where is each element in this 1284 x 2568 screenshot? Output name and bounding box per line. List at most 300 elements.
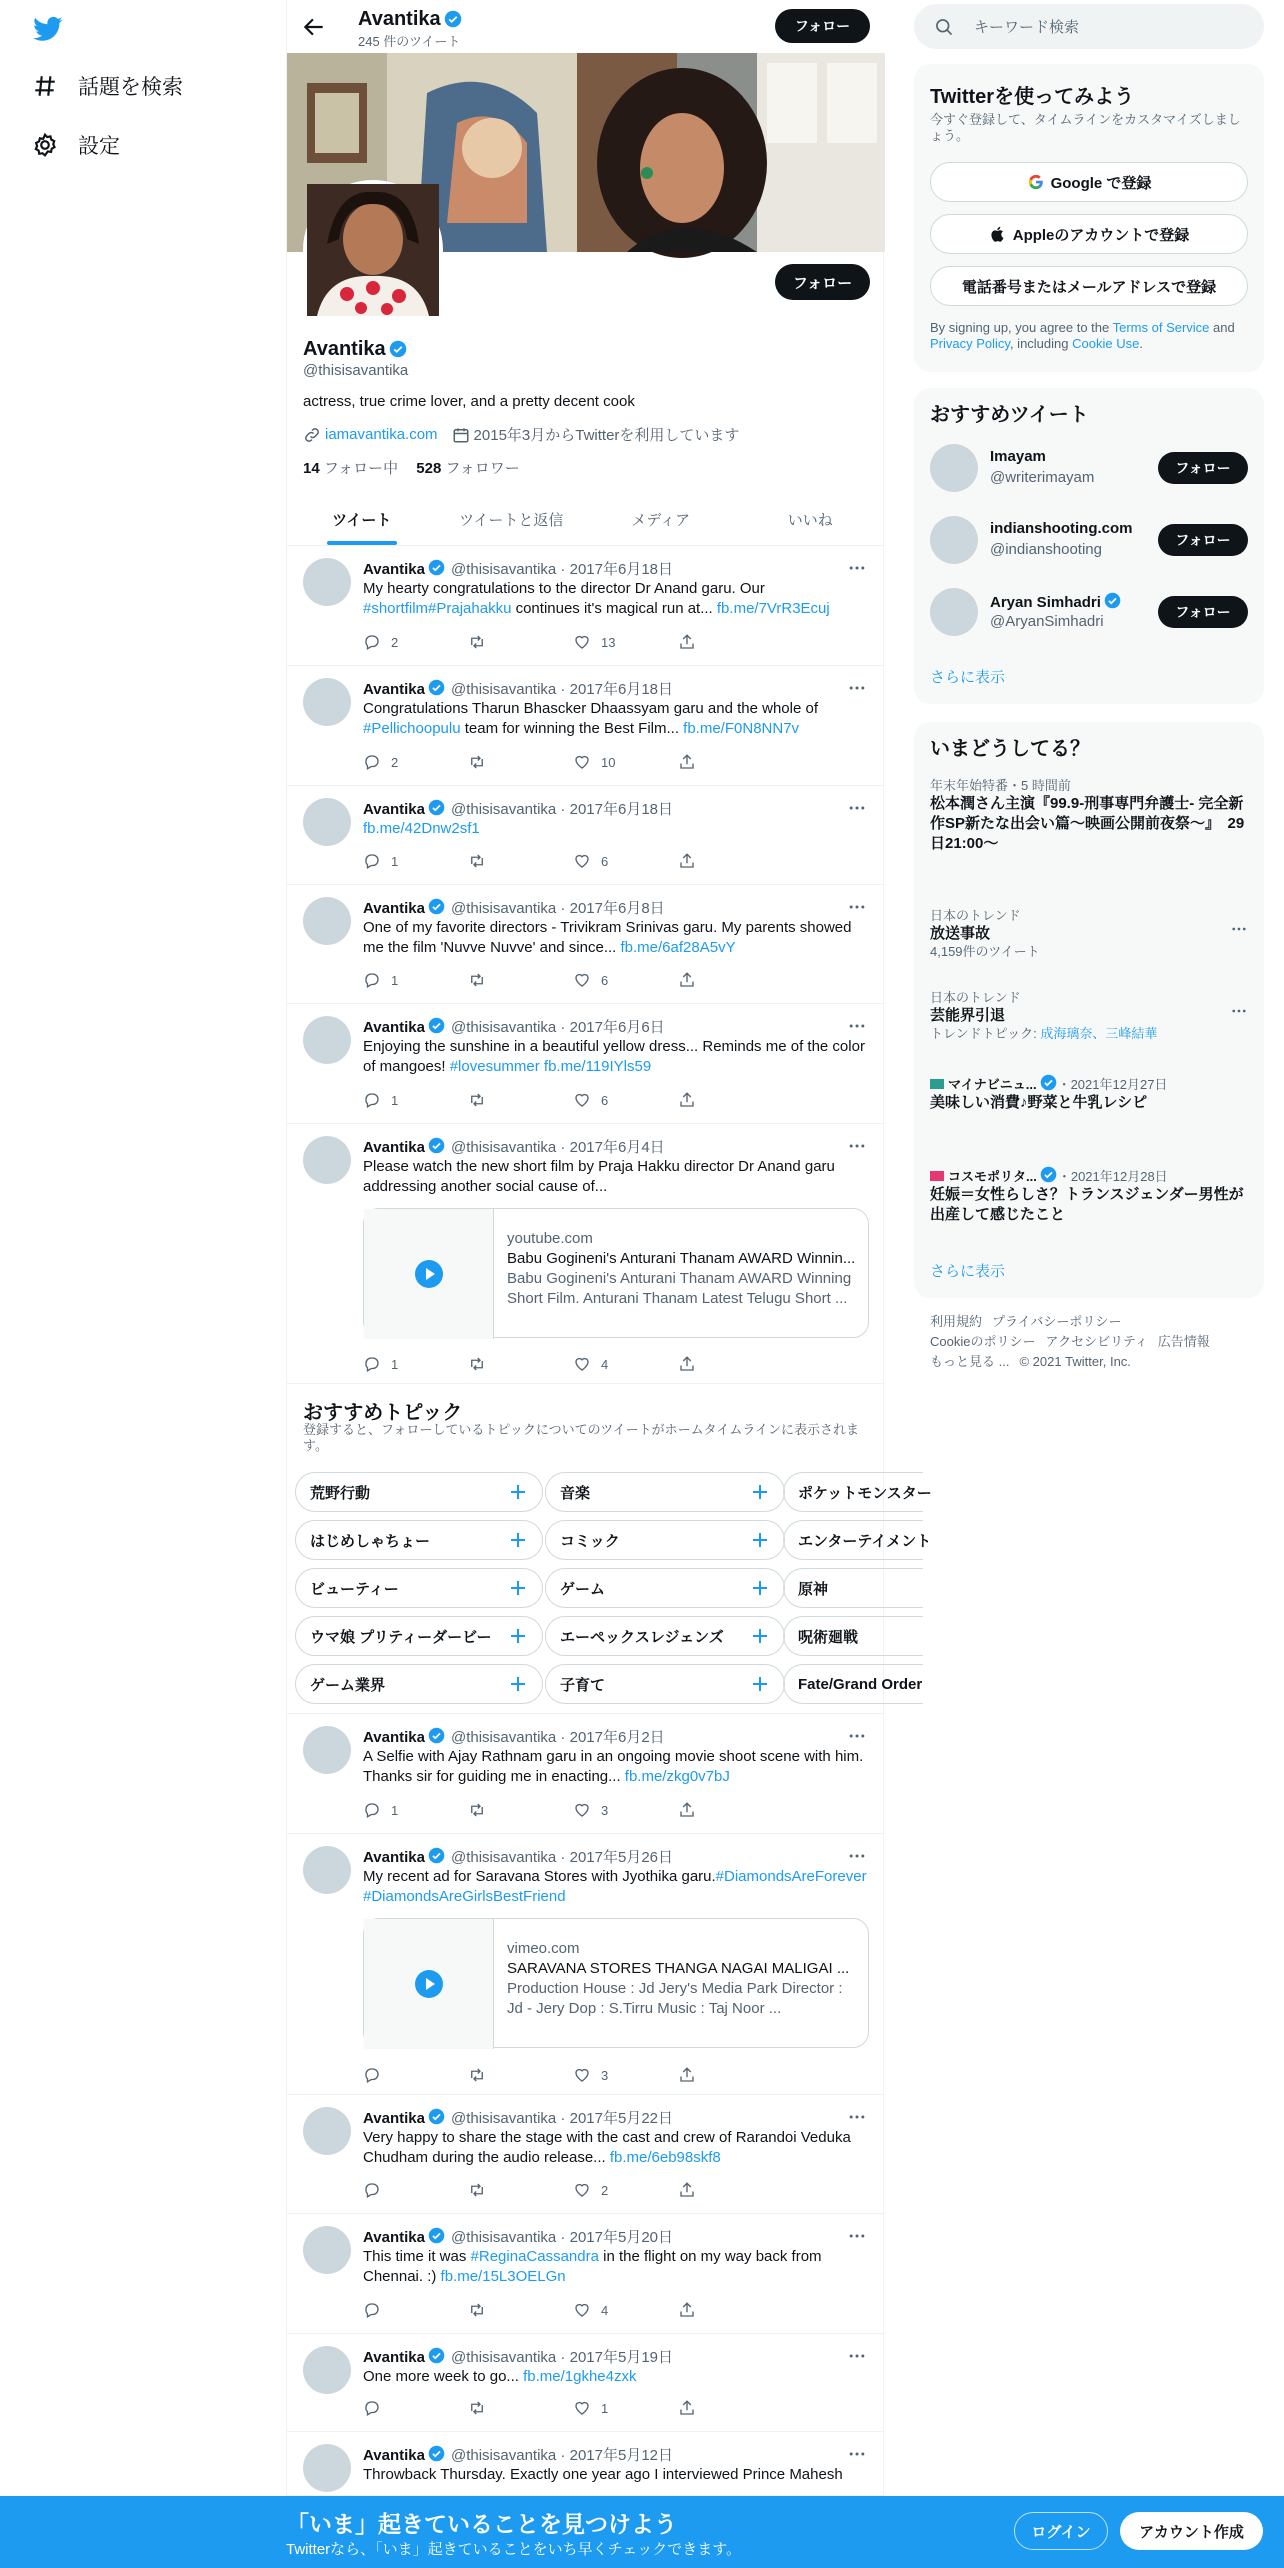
like-button[interactable]	[573, 1354, 678, 1374]
topic-chip[interactable]	[545, 1520, 785, 1560]
trend-context: マイナビニュ... ・2021年12月27日	[930, 1074, 1248, 1093]
tweet-link[interactable]: fb.me/F0N8NN7v	[683, 720, 800, 737]
tweet-date[interactable]: 2017年6月4日	[569, 1139, 665, 1156]
tweet-author-name[interactable]: Avantika	[363, 2110, 425, 2127]
tweet-author-name[interactable]: Avantika	[363, 1729, 425, 1746]
like-icon	[573, 1091, 601, 1109]
trend-item[interactable]	[930, 990, 1248, 1042]
retweet-button[interactable]	[468, 752, 573, 772]
tweet-text-segment: continues it's magical run at...	[511, 600, 717, 617]
like-button[interactable]	[573, 1800, 678, 1820]
more-icon[interactable]	[847, 897, 867, 917]
tweet-handle[interactable]: @thisisavantika	[450, 2110, 557, 2127]
topics-title: おすすめトピック	[303, 1402, 463, 1424]
tweet-author-name[interactable]: Avantika	[363, 2229, 425, 2246]
tweet-separator: ·	[556, 2447, 570, 2464]
suggested-follow-button[interactable]: フォロー	[1158, 452, 1248, 484]
tweet-avatar[interactable]	[303, 1846, 351, 1894]
tweet-author-name[interactable]: Avantika	[363, 2447, 425, 2464]
tweet-handle[interactable]: @thisisavantika	[450, 2349, 557, 2366]
like-button[interactable]	[573, 970, 678, 990]
like-count: 3	[601, 2067, 609, 2083]
plus-icon[interactable]	[508, 1674, 528, 1694]
tweet-link[interactable]: fb.me/zkg0v7bJ	[624, 1768, 730, 1785]
tweet-link[interactable]: fb.me/6af28A5vY	[620, 939, 736, 956]
tweet-date[interactable]: 2017年5月26日	[569, 1849, 674, 1866]
tweet-actions	[363, 1354, 783, 1374]
tweet-link[interactable]: fb.me/119IYls59	[539, 1058, 652, 1075]
tweet[interactable]	[287, 1124, 885, 1384]
more-icon[interactable]	[847, 558, 867, 578]
share-button[interactable]	[678, 632, 783, 652]
topic-chip-label: コミック	[560, 1532, 620, 1550]
suggested-user-handle: @AryanSimhadri	[990, 613, 1104, 630]
tweet-handle[interactable]: @thisisavantika	[450, 561, 557, 578]
share-button[interactable]	[678, 1800, 783, 1820]
tweet-avatar[interactable]	[303, 1016, 351, 1064]
share-button[interactable]	[678, 2398, 783, 2418]
tweet[interactable]	[287, 2432, 885, 2496]
like-count: 2	[601, 2182, 609, 2198]
google-signup-button[interactable]	[930, 162, 1248, 202]
reply-button[interactable]	[363, 1354, 468, 1374]
verified-badge-icon	[428, 898, 446, 916]
retweet-button[interactable]	[468, 1354, 573, 1374]
reply-button[interactable]	[363, 1800, 468, 1820]
tweet-link[interactable]: #lovesummer	[449, 1058, 540, 1075]
tweet-actions	[363, 2398, 783, 2418]
trend-tweet-count: 4,159件のツイート	[930, 944, 1040, 959]
like-count: 3	[601, 1802, 609, 1818]
tweet-date[interactable]: 2017年5月19日	[569, 2349, 674, 2366]
like-button[interactable]	[573, 752, 678, 772]
link-preview-card[interactable]	[363, 1918, 869, 2048]
topic-chip[interactable]	[295, 1616, 543, 1656]
tweet-text	[363, 2247, 869, 2287]
verified-badge-icon	[428, 679, 446, 697]
nav-explore[interactable]	[32, 66, 183, 106]
profile-avatar[interactable]	[303, 180, 443, 320]
tweet[interactable]	[287, 666, 885, 786]
card-body	[507, 1939, 859, 2019]
tweet-link[interactable]: fb.me/15L3OELGn	[440, 2268, 566, 2285]
suggested-user-avatar[interactable]	[930, 516, 978, 564]
more-icon[interactable]	[847, 1016, 867, 1036]
retweet-icon	[468, 1801, 496, 1819]
play-icon[interactable]	[414, 1259, 444, 1289]
trends-more-link[interactable]: さらに表示	[930, 1263, 1006, 1280]
plus-icon[interactable]	[750, 1626, 770, 1646]
topic-chip-label: 音楽	[560, 1484, 591, 1502]
tweet-link[interactable]: fb.me/42Dnw2sf1	[363, 820, 480, 837]
plus-icon[interactable]	[750, 1530, 770, 1550]
more-icon[interactable]	[847, 2346, 867, 2366]
verified-badge-icon	[389, 340, 407, 358]
trend-item[interactable]	[930, 1074, 1248, 1113]
suggested-title: おすすめツイート	[930, 404, 1089, 426]
retweet-button[interactable]	[468, 632, 573, 652]
reply-count: 1	[391, 972, 399, 988]
right-sidebar	[884, 0, 1284, 2568]
tweet-link[interactable]: #shortfilm	[363, 600, 429, 617]
tweet-handle[interactable]: @thisisavantika	[450, 900, 557, 917]
trend-topics: トレンドトピック: 成海璃奈、三峰結華	[930, 1026, 1158, 1041]
tweet-text-segment: This time it was	[363, 2248, 471, 2265]
suggested-follow-button[interactable]: フォロー	[1158, 596, 1248, 628]
suggested-user-avatar[interactable]	[930, 588, 978, 636]
footer-privacy[interactable]: プライバシーポリシー	[992, 1314, 1122, 1329]
more-icon[interactable]	[847, 2226, 867, 2246]
tweet-date[interactable]: 2017年6月18日	[569, 801, 674, 818]
tweet[interactable]	[287, 2334, 885, 2432]
trend-item[interactable]	[930, 778, 1248, 854]
topic-chip[interactable]	[295, 1568, 543, 1608]
more-icon[interactable]	[847, 1136, 867, 1156]
profile-handle: @thisisavantika	[303, 362, 409, 379]
tweet-date[interactable]: 2017年6月6日	[569, 1019, 665, 1036]
reply-button[interactable]	[363, 1090, 468, 1110]
tweet-date[interactable]: 2017年6月18日	[569, 561, 674, 578]
tweet-link[interactable]: #DiamondsAreForever #DiamondsAreGirlsBestFriend	[363, 1868, 867, 1905]
topic-chip-label: ゲーム	[560, 1580, 606, 1598]
main-column	[286, 0, 932, 2568]
tweet-link[interactable]: #Pellichoopulu	[363, 720, 461, 737]
tweet[interactable]	[287, 1834, 885, 2095]
suggested-user-avatar[interactable]	[930, 444, 978, 492]
topic-chip-label: はじめしゃちょー	[310, 1532, 431, 1550]
topic-chip[interactable]	[545, 1616, 785, 1656]
tweet-separator: ·	[556, 1139, 570, 1156]
privacy-link[interactable]: Privacy Policy	[930, 336, 1010, 351]
tweet-avatar[interactable]	[303, 2107, 351, 2155]
share-icon	[678, 1091, 706, 1109]
share-icon	[678, 2066, 706, 2084]
tweet-header	[363, 2107, 673, 2128]
share-button[interactable]	[678, 1354, 783, 1374]
tweet-date[interactable]: 2017年5月22日	[569, 2110, 674, 2127]
like-icon	[573, 2399, 601, 2417]
tab-tweets-replies[interactable]: ツイートと返信	[459, 511, 564, 529]
reply-button[interactable]	[363, 851, 468, 871]
bottom-subtitle: Twitterなら、「いま」起きていることをいち早くチェックできます。	[286, 2541, 742, 2558]
reply-count: 1	[391, 1802, 399, 1818]
tweet-text-segment: Please watch the new short film by Praja Hakku director Dr Anand garu addressing another social cause of...	[363, 1158, 835, 1195]
tweet-avatar[interactable]	[303, 798, 351, 846]
tweet-author-name[interactable]: Avantika	[363, 1139, 425, 1156]
tweet-handle[interactable]: @thisisavantika	[450, 2229, 557, 2246]
tweet-text-segment: team for winning the Best Film...	[460, 720, 684, 737]
terms-link[interactable]: Terms of Service	[1112, 320, 1210, 335]
back-arrow-icon[interactable]	[301, 14, 327, 40]
retweet-icon	[468, 2181, 496, 2199]
tweet-handle[interactable]: @thisisavantika	[450, 1849, 557, 1866]
card-domain: youtube.com	[507, 1230, 593, 1247]
like-count: 6	[601, 853, 609, 869]
retweet-button[interactable]	[468, 1800, 573, 1820]
reply-button[interactable]	[363, 752, 468, 772]
share-icon	[678, 971, 706, 989]
share-icon	[678, 633, 706, 651]
reply-button[interactable]	[363, 2300, 468, 2320]
tweet-actions	[363, 2300, 783, 2320]
tweet-text	[363, 1747, 869, 1787]
left-nav	[0, 0, 286, 2568]
suggested-user[interactable]	[930, 582, 1248, 642]
more-icon[interactable]	[847, 798, 867, 818]
link-preview-card[interactable]	[363, 1208, 869, 1338]
tweet[interactable]	[287, 885, 885, 1004]
share-icon	[678, 852, 706, 870]
share-icon	[678, 1801, 706, 1819]
nav-settings[interactable]	[32, 125, 120, 165]
plus-icon[interactable]	[508, 1482, 528, 1502]
topic-chip[interactable]	[545, 1664, 785, 1704]
retweet-icon	[468, 971, 496, 989]
tweet-link[interactable]: fb.me/1gkhe4zxk	[523, 2368, 637, 2385]
search-icon	[934, 17, 974, 37]
more-icon[interactable]	[847, 2444, 867, 2464]
tweet[interactable]	[287, 546, 885, 666]
footer-terms[interactable]: 利用規約	[930, 1314, 983, 1329]
suggested-user[interactable]	[930, 438, 1248, 498]
retweet-button[interactable]	[468, 851, 573, 871]
plus-icon[interactable]	[508, 1626, 528, 1646]
retweet-button[interactable]	[468, 2398, 573, 2418]
topic-chip[interactable]	[295, 1664, 543, 1704]
tweet[interactable]	[287, 1714, 885, 1834]
header-follow-button[interactable]: フォロー	[775, 9, 870, 43]
tweet-avatar[interactable]	[303, 1726, 351, 1774]
following-link[interactable]: 14 フォロー中	[303, 460, 399, 477]
share-button[interactable]	[678, 851, 783, 871]
like-icon	[573, 2066, 601, 2084]
login-button[interactable]: ログイン	[1014, 2512, 1108, 2550]
retweet-button[interactable]	[468, 2300, 573, 2320]
tweet-handle[interactable]: @thisisavantika	[450, 1019, 557, 1036]
tweet[interactable]	[287, 786, 885, 885]
more-icon[interactable]	[847, 1726, 867, 1746]
tweet-author-name[interactable]: Avantika	[363, 2349, 425, 2366]
tweet-link[interactable]: fb.me/7VrR3Ecuj	[716, 600, 830, 617]
tweet-date[interactable]: 2017年6月8日	[569, 900, 665, 917]
reply-button[interactable]	[363, 2065, 468, 2085]
tweet-author-name[interactable]: Avantika	[363, 1019, 425, 1036]
tweet-text-segment: Enjoying the sunshine in a beautiful yellow dress... Reminds me of the color of mangoes!	[363, 1038, 865, 1075]
retweet-icon	[468, 1091, 496, 1109]
tweet-handle[interactable]: @thisisavantika	[450, 801, 557, 818]
retweet-button[interactable]	[468, 2065, 573, 2085]
play-icon[interactable]	[414, 1969, 444, 1999]
topic-chip[interactable]	[295, 1520, 543, 1560]
plus-icon[interactable]	[750, 1482, 770, 1502]
retweet-button[interactable]	[468, 1090, 573, 1110]
tweet-separator: ·	[556, 1019, 570, 1036]
phone-email-signup-button[interactable]	[930, 266, 1248, 306]
plus-icon[interactable]	[750, 1674, 770, 1694]
tweet-text-segment: My hearty congratulations to the director Dr Anand garu. Our	[363, 580, 765, 597]
suggested-user-handle: @writerimayam	[990, 469, 1095, 486]
search-bar[interactable]	[914, 4, 1264, 49]
more-icon[interactable]	[1230, 920, 1248, 938]
like-count: 1	[601, 2400, 609, 2416]
profile-meta	[303, 424, 739, 445]
trend-item[interactable]	[930, 1166, 1248, 1225]
tweet-link[interactable]: #Prajahakku	[428, 600, 512, 617]
verified-badge-icon	[428, 2108, 446, 2126]
tweet-text	[363, 2367, 869, 2387]
tweet-text	[363, 1037, 869, 1077]
card-description: Production House : Jd Jery's Media Park Director : Jd - Jery Dop : S.Tirru Music : Taj Noor ...	[507, 1980, 843, 2017]
reply-count: 2	[391, 754, 399, 770]
tweet[interactable]	[287, 2214, 885, 2334]
tab-tweets[interactable]: ツイート	[287, 493, 437, 545]
tweet-handle[interactable]: @thisisavantika	[450, 1139, 557, 1156]
footer-accessibility[interactable]: アクセシビリティ	[1045, 1334, 1148, 1349]
like-count: 6	[601, 972, 609, 988]
verified-badge-icon	[1040, 1166, 1058, 1184]
tweet-actions	[363, 752, 783, 772]
tweet-actions	[363, 970, 783, 990]
tweet-handle[interactable]: @thisisavantika	[450, 2447, 557, 2464]
topic-chip-label: エンターテイメント	[798, 1532, 932, 1550]
topic-chip[interactable]	[545, 1472, 785, 1512]
like-button[interactable]	[573, 851, 678, 871]
like-button[interactable]	[573, 2065, 678, 2085]
share-icon	[678, 1355, 706, 1373]
tweet-date[interactable]: 2017年5月20日	[569, 2229, 674, 2246]
tweet-link[interactable]: #ReginaCassandra	[470, 2248, 599, 2265]
tweet-author-name[interactable]: Avantika	[363, 801, 425, 818]
share-button[interactable]	[678, 970, 783, 990]
reply-count: 2	[391, 634, 399, 650]
profile-website-link[interactable]: iamavantika.com	[325, 426, 438, 443]
footer-cookie[interactable]: Cookieのポリシー	[930, 1334, 1036, 1349]
reply-button[interactable]	[363, 970, 468, 990]
followers-link[interactable]: 528 フォロワー	[416, 460, 520, 477]
plus-icon[interactable]	[750, 1578, 770, 1598]
tweet-author-name[interactable]: Avantika	[363, 561, 425, 578]
more-icon[interactable]	[847, 2107, 867, 2127]
tweet-author-name[interactable]: Avantika	[363, 681, 425, 698]
tweet-author-name[interactable]: Avantika	[363, 900, 425, 917]
bottom-title: 「いま」起きていることを見つけよう	[286, 2511, 677, 2537]
signup-button[interactable]: アカウント作成	[1120, 2512, 1263, 2550]
share-button[interactable]	[678, 2065, 783, 2085]
share-button[interactable]	[678, 2300, 783, 2320]
suggested-user-name: Aryan Simhadri	[990, 592, 1122, 611]
tweet-avatar[interactable]	[303, 2226, 351, 2274]
apple-signup-label: Appleのアカウントで登録	[1012, 226, 1190, 244]
like-button[interactable]	[573, 1090, 678, 1110]
tweet-avatar[interactable]	[303, 558, 351, 606]
tweet-text	[363, 2128, 869, 2168]
tweet-text-segment: One of my favorite directors - Trivikram Srinivas garu. My parents showed me the film 'Nuvve Nuvve' and since...	[363, 919, 852, 956]
retweet-icon	[468, 633, 496, 651]
tweet-author-name[interactable]: Avantika	[363, 1849, 425, 1866]
retweet-button[interactable]	[468, 2180, 573, 2200]
tweet-actions	[363, 851, 783, 871]
share-button[interactable]	[678, 1090, 783, 1110]
share-button[interactable]	[678, 752, 783, 772]
tweet-link[interactable]: fb.me/6eb98skf8	[609, 2149, 721, 2166]
topic-chip[interactable]	[295, 1472, 543, 1512]
tab-likes[interactable]: いいね	[787, 511, 833, 529]
reply-count: 1	[391, 1092, 399, 1108]
tweet-header	[363, 1726, 665, 1747]
trend-topic-links[interactable]: 成海璃奈、三峰結華	[1040, 1026, 1158, 1041]
tweet-avatar[interactable]	[303, 678, 351, 726]
retweet-button[interactable]	[468, 970, 573, 990]
suggested-more-link[interactable]: さらに表示	[930, 669, 1006, 686]
suggested-user-name: Imayam	[990, 448, 1046, 465]
reply-icon	[363, 2066, 391, 2084]
footer-ads[interactable]: 広告情報	[1157, 1334, 1210, 1349]
more-icon[interactable]	[847, 1846, 867, 1866]
tweet-date[interactable]: 2017年6月2日	[569, 1729, 665, 1746]
trend-context: 年末年始特番・5 時間前	[930, 778, 1071, 793]
plus-icon[interactable]	[508, 1530, 528, 1550]
reply-count: 1	[391, 853, 399, 869]
tweet-handle[interactable]: @thisisavantika	[450, 681, 557, 698]
suggested-follow-button[interactable]: フォロー	[1158, 524, 1248, 556]
cookie-link[interactable]: Cookie Use	[1072, 336, 1140, 351]
profile-follow-stats	[303, 457, 520, 478]
nav-settings-label: 設定	[78, 135, 120, 158]
apple-signup-button[interactable]	[930, 214, 1248, 254]
more-icon[interactable]	[1230, 1002, 1248, 1020]
like-icon	[573, 2181, 601, 2199]
profile-follow-button[interactable]: フォロー	[775, 264, 870, 300]
like-button[interactable]	[573, 2300, 678, 2320]
trend-item[interactable]	[930, 908, 1248, 960]
reply-button[interactable]	[363, 632, 468, 652]
trend-context: 日本のトレンド	[930, 990, 1021, 1005]
topic-chip[interactable]	[545, 1568, 785, 1608]
tweet-avatar[interactable]	[303, 1136, 351, 1184]
like-count: 10	[601, 754, 616, 770]
share-button[interactable]	[678, 2180, 783, 2200]
like-button[interactable]	[573, 2180, 678, 2200]
tab-media[interactable]: メディア	[631, 511, 691, 529]
tweet[interactable]	[287, 2095, 885, 2214]
trend-title: 妊娠＝女性らしさ？トランスジェンダー男性が出産して感じたこと	[930, 1186, 1244, 1223]
suggested-user[interactable]	[930, 510, 1248, 570]
like-icon	[573, 852, 601, 870]
like-button[interactable]	[573, 632, 678, 652]
tweet[interactable]	[287, 1004, 885, 1124]
like-button[interactable]	[573, 2398, 678, 2418]
tweet-date[interactable]: 2017年6月18日	[569, 681, 674, 698]
reply-button[interactable]	[363, 2180, 468, 2200]
twitter-logo-icon[interactable]	[32, 14, 64, 44]
tweet-avatar[interactable]	[303, 897, 351, 945]
trend-title: 松本潤さん主演『99.9-刑事専門弁護士- 完全新作SP新たな出会い篇〜映画公開前夜祭〜』 29日21:00〜	[930, 795, 1245, 852]
tweet-avatar[interactable]	[303, 2444, 351, 2492]
reply-icon	[363, 633, 391, 651]
trend-context: コスモポリタ... ・2021年12月28日	[930, 1166, 1248, 1185]
footer-more[interactable]: もっと見る ...	[930, 1354, 1010, 1369]
suggested-user-name: indianshooting.com	[990, 520, 1133, 537]
tweet-separator: ·	[556, 2229, 570, 2246]
tweet-date[interactable]: 2017年5月12日	[569, 2447, 674, 2464]
more-icon[interactable]	[847, 678, 867, 698]
tweet-avatar[interactable]	[303, 2346, 351, 2394]
tweet-header	[363, 1016, 665, 1037]
reply-button[interactable]	[363, 2398, 468, 2418]
card-title: Babu Gogineni's Anturani Thanam AWARD Winnin...	[507, 1250, 856, 1267]
tweet-handle[interactable]: @thisisavantika	[450, 1729, 557, 1746]
plus-icon[interactable]	[508, 1578, 528, 1598]
